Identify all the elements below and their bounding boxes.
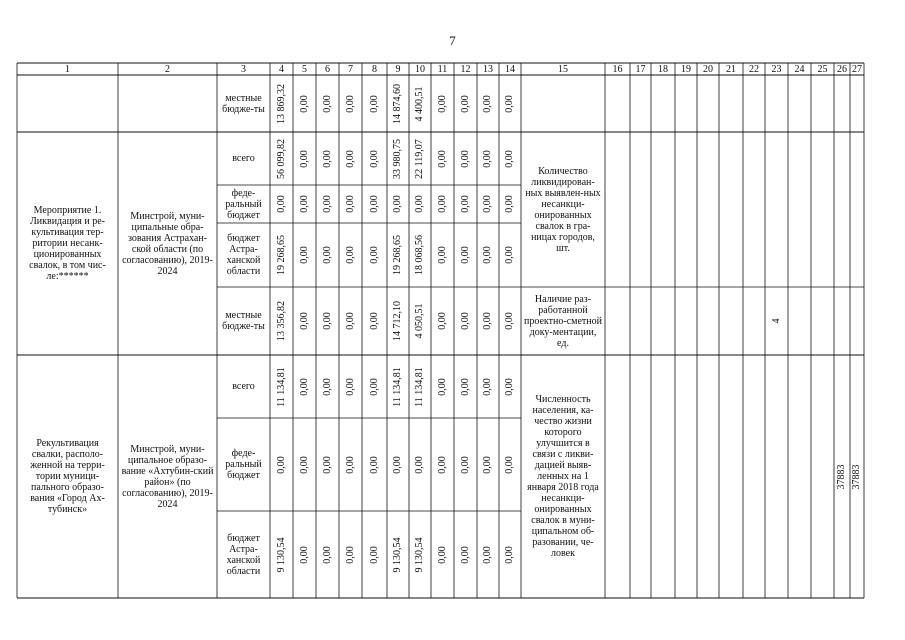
- header-cell-26: 26: [837, 63, 847, 75]
- funding-source: бюджет Астра-ханской области: [226, 532, 261, 577]
- responsible-executor: Минстрой, муни-ципальные обра-зования Астрахан-ской области (по согласованию), 2019-2024: [122, 210, 213, 277]
- header-cell-19: 19: [681, 63, 691, 75]
- header-cell-13: 13: [483, 63, 493, 75]
- funding-value: 0,00: [321, 195, 333, 213]
- indicator-text: Наличие раз-работанной проектно-сметной доку-ментации, ед.: [524, 293, 602, 349]
- funding-value: 0,00: [368, 195, 380, 213]
- funding-source: местные бюдже-ты: [222, 92, 265, 115]
- funding-value: 0,00: [436, 94, 448, 113]
- header-cell-7: 7: [348, 63, 353, 75]
- header-cell-17: 17: [635, 63, 646, 75]
- header-cell-6: 6: [325, 63, 330, 75]
- funding-value: 0,00: [459, 246, 471, 264]
- funding-value: 0,00: [298, 246, 310, 264]
- header-cell-24: 24: [794, 63, 805, 75]
- page-number: 7: [449, 33, 456, 48]
- header-cell-4: 4: [279, 63, 284, 75]
- funding-value: 0,00: [482, 195, 493, 213]
- indicator-text: Численность населения, ка-чество жизни которого улучшится в связи с ликви-дацией выяв-ленных на 1 января 2018 года несанкци-онированных свалок в муни-ципальном об-разовании, че-ловек: [527, 394, 599, 559]
- responsible-executor: Минстрой, муни-ципальное образо-вание «Ахтубин-ский район» (по согласованию), 2019-2024: [121, 443, 214, 510]
- header-cell-1: 1: [65, 63, 70, 75]
- funding-source: феде-ральный бюджет: [225, 187, 262, 221]
- funding-value: 0,00: [459, 377, 471, 396]
- funding-value: 0,00: [368, 545, 380, 564]
- header-cell-23: 23: [771, 63, 782, 75]
- funding-value: 0,00: [482, 149, 493, 168]
- funding-value: 0,00: [298, 195, 310, 213]
- funding-value: 22 119,07: [414, 138, 425, 179]
- indicator-value: 37883: [851, 464, 862, 489]
- funding-value: 0,00: [504, 149, 515, 168]
- funding-value: 0,00: [368, 246, 380, 264]
- funding-value: 0,00: [298, 377, 310, 396]
- funding-value: 11 134,81: [275, 366, 287, 407]
- funding-value: 11 134,81: [414, 366, 425, 407]
- funding-source: местные бюдже-ты: [222, 310, 265, 332]
- funding-value: 0,00: [482, 455, 493, 474]
- funding-value: 0,00: [414, 455, 425, 474]
- header-cell-25: 25: [817, 63, 828, 75]
- funding-value: 0,00: [368, 312, 380, 330]
- funding-value: 0,00: [368, 149, 380, 168]
- funding-value: 0,00: [504, 312, 515, 330]
- funding-value: 0,00: [275, 195, 287, 213]
- funding-value: 0,00: [321, 545, 333, 564]
- funding-value: 0,00: [504, 455, 515, 474]
- funding-value: 0,00: [504, 94, 515, 113]
- funding-value: 0,00: [459, 195, 471, 213]
- funding-value: 9 130,54: [392, 537, 403, 572]
- funding-value: 19 268,65: [275, 235, 287, 275]
- header-cell-15: 15: [558, 63, 568, 75]
- header-cell-12: 12: [460, 63, 471, 75]
- funding-value: 0,00: [436, 377, 448, 396]
- funding-value: 0,00: [344, 94, 356, 113]
- funding-value: 0,00: [504, 246, 515, 264]
- measure-name: Рекультивация свалки, располо-женной на терри-тории муници-пального образо-вания «Город Ах-тубинск»: [30, 438, 105, 515]
- funding-value: 0,00: [482, 94, 493, 113]
- funding-value: 0,00: [368, 377, 380, 396]
- header-cell-18: 18: [658, 63, 668, 75]
- funding-value: 4 400,51: [414, 86, 425, 121]
- header-cell-9: 9: [395, 63, 401, 75]
- funding-value: 0,00: [459, 94, 471, 113]
- funding-value: 0,00: [321, 149, 333, 168]
- funding-value: 0,00: [436, 195, 448, 213]
- funding-value: 0,00: [392, 195, 403, 213]
- funding-value: 14 712,10: [392, 301, 403, 341]
- funding-source: феде-ральный бюджет: [225, 448, 262, 481]
- funding-value: 19 268,65: [392, 235, 403, 275]
- responsible-executor: [118, 75, 217, 132]
- funding-value: 0,00: [504, 377, 515, 396]
- measure-name: Мероприятие 1. Ликвидация и ре-культивация тер-ритории несанк-ционированных свалок, в том чис-ле:******: [29, 205, 106, 282]
- indicator-text: Количество ликвидирован-ных выявлен-ных несанкци-онированных свалок в гра-ницах городов, шт.: [525, 165, 601, 254]
- funding-value: 0,00: [298, 545, 310, 564]
- funding-value: 0,00: [504, 195, 515, 213]
- header-cell-27: 27: [852, 63, 862, 75]
- funding-value: 0,00: [459, 455, 471, 474]
- funding-value: 56 099,82: [275, 138, 287, 179]
- funding-value: 0,00: [459, 312, 471, 330]
- funding-value: 0,00: [321, 246, 333, 264]
- funding-source: бюджет Астра-ханской области: [226, 233, 261, 277]
- header-cell-20: 20: [703, 63, 713, 75]
- funding-value: 0,00: [436, 246, 448, 264]
- funding-value: 0,00: [298, 312, 310, 330]
- funding-value: 0,00: [321, 312, 333, 330]
- funding-value: 0,00: [436, 455, 448, 474]
- funding-value: 0,00: [298, 455, 310, 474]
- funding-value: 0,00: [344, 246, 356, 264]
- funding-value: 0,00: [368, 94, 380, 113]
- funding-value: 0,00: [344, 545, 356, 564]
- funding-value: 0,00: [321, 455, 333, 474]
- measure-name: [17, 75, 118, 132]
- funding-value: 0,00: [482, 545, 493, 564]
- header-cell-8: 8: [372, 63, 377, 75]
- funding-value: 0,00: [321, 377, 333, 396]
- funding-value: 0,00: [298, 149, 310, 168]
- funding-value: 0,00: [344, 312, 356, 330]
- header-cell-3: 3: [241, 63, 246, 75]
- header-cell-11: 11: [437, 63, 448, 75]
- header-cell-5: 5: [302, 63, 307, 75]
- funding-value: 0,00: [298, 94, 310, 113]
- funding-value: 0,00: [414, 195, 425, 213]
- funding-value: 0,00: [344, 455, 356, 474]
- funding-source: всего: [232, 153, 255, 164]
- funding-value: 4 050,51: [414, 303, 425, 339]
- funding-value: 0,00: [436, 545, 448, 564]
- funding-value: 9 130,54: [414, 537, 425, 572]
- funding-value: 13 356,82: [275, 301, 287, 341]
- funding-value: 0,00: [504, 545, 515, 564]
- indicator-value: 37883: [836, 464, 847, 489]
- funding-value: 0,00: [436, 312, 448, 330]
- header-cell-21: 21: [726, 63, 736, 75]
- funding-value: 14 874,60: [392, 83, 403, 124]
- funding-value: 0,00: [344, 149, 356, 168]
- funding-value: 0,00: [482, 312, 493, 330]
- funding-value: 33 980,75: [392, 138, 403, 179]
- header-cell-22: 22: [749, 63, 759, 75]
- funding-value: 0,00: [482, 377, 493, 396]
- funding-value: 13 869,32: [275, 83, 287, 124]
- funding-value: 0,00: [344, 377, 356, 396]
- header-cell-14: 14: [505, 63, 515, 75]
- funding-value: 0,00: [459, 545, 471, 564]
- header-cell-2: 2: [165, 63, 170, 75]
- header-cell-16: 16: [612, 63, 623, 75]
- funding-value: 0,00: [436, 149, 448, 168]
- funding-value: 0,00: [368, 455, 380, 474]
- funding-value: 9 130,54: [275, 537, 287, 572]
- funding-value: 0,00: [482, 246, 493, 264]
- header-cell-10: 10: [415, 63, 425, 75]
- funding-value: 11 134,81: [392, 366, 403, 407]
- funding-value: 0,00: [321, 94, 333, 113]
- indicator-value: 4: [770, 318, 782, 324]
- funding-value: 0,00: [392, 455, 403, 474]
- funding-value: 0,00: [344, 195, 356, 213]
- funding-source: всего: [232, 381, 255, 392]
- funding-value: 18 068,56: [414, 235, 425, 275]
- funding-value: 0,00: [275, 455, 287, 474]
- funding-value: 0,00: [459, 149, 471, 168]
